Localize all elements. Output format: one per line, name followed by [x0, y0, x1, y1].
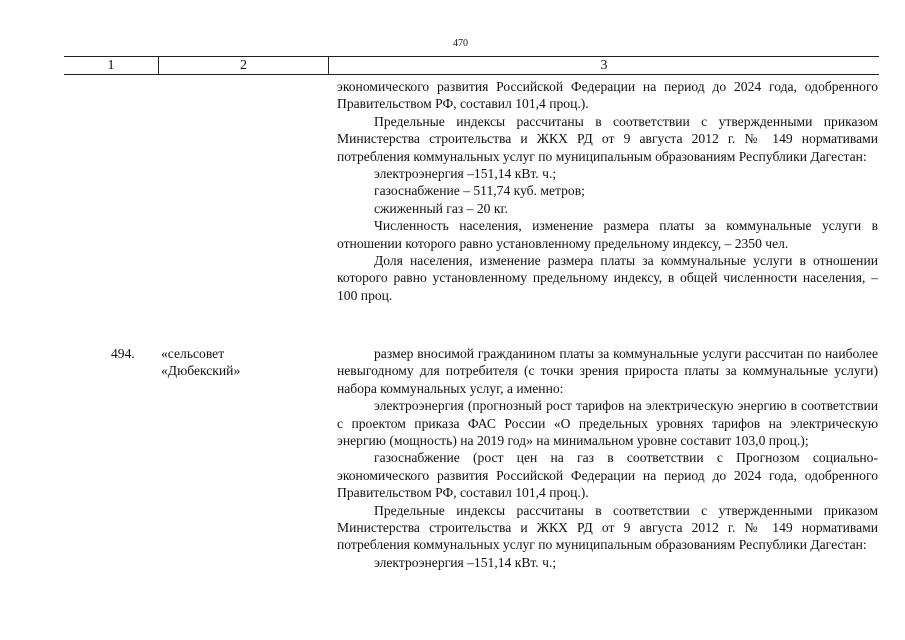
municipality-name	[161, 345, 240, 380]
municipality-name-line: «Дюбекский»	[161, 363, 241, 379]
paragraph: Предельные индексы рассчитаны в соответствии с утвержденными приказом Министерства строительства и ЖКХ РД от 9 августа 2012 г. № 149 нормативами потребления коммунальных услуг по муниципальным образованиям Республики Дагестан:	[337, 502, 878, 553]
row-description	[337, 345, 878, 571]
paragraph: газоснабжение (рост цен на газ в соответствии с Прогнозом социально-экономического развития Российской Федерации на период до 2024 года, одобренного Правительством РФ, составил 101,4 проц.).	[337, 450, 878, 501]
paragraph: размер вносимой гражданином платы за коммунальные услуги рассчитан по наиболее невыгодному для потребителя (с точки зрения прироста платы за коммунальные услуги) набора коммунальных услуг, а именно:	[337, 346, 878, 396]
continuation-text	[337, 78, 878, 304]
list-item: электроэнергия –151,14 кВт. ч.;	[374, 166, 557, 182]
row-number: 494.	[111, 346, 135, 361]
paragraph: Доля населения, изменение размера платы за коммунальные услуги в отношении которого равно установленному предельному индексу, в общей численности населения, – 100 проц.	[337, 253, 878, 303]
list-item: сжиженный газ – 20 кг.	[374, 200, 508, 216]
page-number: 470	[453, 38, 468, 49]
paragraph: электроэнергия (прогнозный рост тарифов на электрическую энергию в соответствии с проектом приказа ФАС России «О предельных уровнях тарифов на электрическую энергию (мощность) на 2019 год» на минимальном уровне составит 103,0 проц.);	[337, 398, 878, 449]
paragraph: экономического развития Российской Федерации на период до 2024 года, одобренного Правительством РФ, составил 101,4 проц.).	[337, 79, 878, 112]
list-item: электроэнергия –151,14 кВт. ч.;	[374, 554, 557, 570]
paragraph: Численность населения, изменение размера платы за коммунальные услуги в отношении которого равно установленному предельному индексу, – 2350 чел.	[337, 218, 878, 251]
municipality-name-line: «сельсовет	[161, 346, 225, 361]
header-col-2: 2	[159, 57, 329, 74]
list-item: газоснабжение – 511,74 куб. метров;	[374, 183, 585, 199]
table-header	[64, 56, 879, 75]
header-col-1: 1	[64, 57, 159, 74]
paragraph: Предельные индексы рассчитаны в соответствии с утвержденными приказом Министерства строительства и ЖКХ РД от 9 августа 2012 г. № 149 нормативами потребления коммунальных услуг по муниципальным образованиям Республики Дагестан:	[337, 113, 878, 164]
header-col-3: 3	[600, 58, 608, 73]
